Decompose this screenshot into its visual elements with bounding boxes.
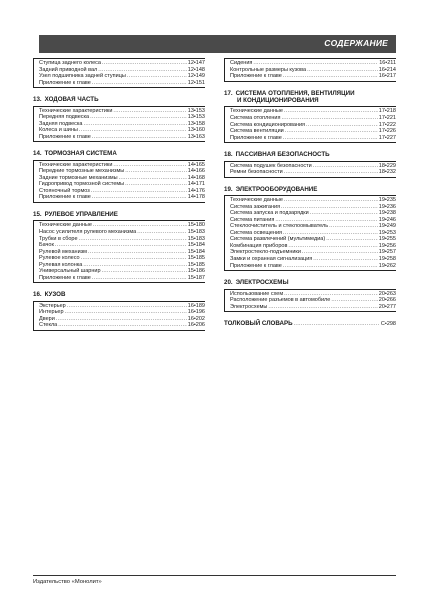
toc-entry-label: Замки и охранная сигнализация bbox=[230, 256, 313, 263]
toc-entry-label: Технические характеристики bbox=[39, 161, 113, 168]
entry-list bbox=[33, 58, 205, 88]
publisher-name: Издательство «Монолит» bbox=[33, 579, 102, 585]
toc-entry-page: 20•277 bbox=[378, 303, 396, 310]
header-bar bbox=[39, 35, 396, 53]
entry-list bbox=[224, 106, 396, 143]
toc-entry-page: 13•158 bbox=[187, 120, 205, 127]
toc-section bbox=[224, 186, 396, 271]
continued-section-right bbox=[224, 58, 396, 82]
section-heading[interactable] bbox=[33, 211, 205, 218]
toc-entry-page: 20•266 bbox=[378, 297, 396, 304]
toc-entry-page: 20•263 bbox=[378, 290, 396, 297]
page-title: СОДЕРЖАНИЕ bbox=[324, 38, 388, 48]
entry-list bbox=[224, 289, 396, 313]
section-title-line2: И КОНДИЦИОНИРОВАНИЯ bbox=[237, 97, 319, 105]
toc-entry-label: Ремни безопасности bbox=[230, 169, 283, 176]
continued-section-left bbox=[33, 58, 205, 88]
toc-entry-label: Приложение к главе bbox=[39, 194, 91, 201]
toc-entry-label: Система кондиционирования bbox=[230, 121, 306, 128]
toc-entry-page: 18•232 bbox=[378, 169, 396, 176]
toc-entry[interactable] bbox=[39, 80, 205, 87]
toc-entry-label: Технические характеристики bbox=[39, 107, 113, 114]
toc-entry-page: 16•202 bbox=[187, 315, 205, 322]
toc-entry-page: 13•153 bbox=[187, 114, 205, 121]
toc-entry-page: 16•214 bbox=[378, 66, 396, 73]
toc-entry-label: Рулевой механизм bbox=[39, 248, 87, 255]
section-heading[interactable] bbox=[33, 96, 205, 103]
toc-entry-page: 17•222 bbox=[378, 121, 396, 128]
right-sections bbox=[224, 90, 396, 313]
leader-dots bbox=[283, 73, 378, 80]
toc-entry-page: 12•151 bbox=[187, 79, 205, 86]
entry-list bbox=[224, 161, 396, 178]
toc-entry-label: Приложение к главе bbox=[230, 262, 282, 269]
glossary-entry[interactable] bbox=[224, 320, 396, 327]
entry-list bbox=[33, 160, 205, 203]
toc-entry-page: 15•184 bbox=[187, 248, 205, 255]
toc-entry-label: Система запуска и подзарядки bbox=[230, 210, 309, 217]
toc-section bbox=[224, 90, 396, 144]
toc-entry-page: 13•160 bbox=[187, 127, 205, 134]
toc-entry-page: 19•262 bbox=[378, 262, 396, 269]
toc-entry-label: Приложение к главе bbox=[230, 73, 282, 80]
section-title: ХОДОВАЯ ЧАСТЬ bbox=[44, 96, 99, 104]
toc-entry-label: Сидения bbox=[230, 60, 253, 66]
toc-entry-label: Комбинация приборов bbox=[230, 242, 288, 249]
toc-entry-label: Приложение к главе bbox=[230, 134, 282, 141]
toc-entry-label: Задняя подвеска bbox=[39, 120, 83, 127]
toc-entry-page: 13•163 bbox=[187, 133, 205, 140]
section-number: 15. bbox=[33, 211, 42, 219]
toc-entry-page: 16•211 bbox=[379, 60, 396, 66]
leader-dots bbox=[92, 80, 187, 87]
toc-entry-page: 15•187 bbox=[187, 274, 205, 281]
toc-entry-page: 14•171 bbox=[187, 181, 205, 188]
toc-entry[interactable] bbox=[39, 194, 205, 201]
section-heading[interactable] bbox=[224, 186, 396, 193]
toc-entry[interactable] bbox=[39, 275, 205, 282]
left-sections bbox=[33, 96, 205, 331]
section-title: ЭЛЕКТРОСХЕМЫ bbox=[235, 279, 289, 287]
toc-entry-label: Технические данные bbox=[39, 222, 92, 229]
toc-entry-label: Экстерьер bbox=[39, 302, 66, 309]
toc-entry[interactable] bbox=[230, 169, 396, 176]
toc-entry-label: Гидропривод тормозной системы bbox=[39, 181, 125, 188]
toc-entry-page: 19•256 bbox=[378, 242, 396, 249]
toc-entry-page: 14•166 bbox=[187, 168, 205, 175]
toc-entry-page: 15•183 bbox=[187, 235, 205, 242]
section-number: 18. bbox=[224, 151, 233, 159]
toc-entry-label: Система питания bbox=[230, 216, 275, 223]
toc-entry-label: Расположение разъемов в автомобиле bbox=[230, 297, 331, 304]
section-heading[interactable] bbox=[33, 150, 205, 157]
toc-section bbox=[33, 96, 205, 142]
toc-entry-page: 19•255 bbox=[378, 236, 396, 243]
section-title: ТОРМОЗНАЯ СИСТЕМА bbox=[44, 150, 117, 158]
left-column bbox=[33, 58, 205, 339]
toc-entry-page: 19•258 bbox=[378, 256, 396, 263]
toc-section bbox=[224, 279, 396, 312]
toc-entry-page: 16•206 bbox=[187, 322, 205, 329]
toc-entry-label: Трубки в сборе bbox=[39, 235, 78, 242]
toc-entry-page: 17•218 bbox=[378, 108, 396, 115]
toc-entry-page: 15•186 bbox=[187, 268, 205, 275]
toc-entry[interactable] bbox=[39, 322, 205, 329]
leader-dots bbox=[92, 194, 187, 201]
leader-dots bbox=[284, 169, 378, 176]
toc-entry-page: 12•149 bbox=[187, 73, 205, 80]
toc-entry-label: Передние тормозные механизмы bbox=[39, 168, 125, 175]
toc-entry-page: 16•189 bbox=[187, 302, 205, 309]
toc-entry-page: 19•249 bbox=[378, 223, 396, 230]
toc-entry[interactable] bbox=[230, 73, 396, 80]
toc-entry-label: Система зажигания bbox=[230, 203, 281, 210]
toc-entry-label: Электросхемы bbox=[230, 303, 268, 310]
toc-entry-page: 17•226 bbox=[378, 128, 396, 135]
leader-dots bbox=[58, 322, 187, 329]
toc-entry-page: 16•217 bbox=[378, 73, 396, 80]
toc-entry-label: Интерьер bbox=[39, 309, 64, 316]
toc-entry-page: 16•196 bbox=[187, 309, 205, 316]
entry-list bbox=[224, 195, 396, 271]
toc-entry-label: Рулевое колесо bbox=[39, 255, 80, 262]
toc-entry[interactable] bbox=[230, 304, 396, 311]
entry-list bbox=[33, 106, 205, 143]
toc-entry-label: Система развлечений (мультимедиа) bbox=[230, 236, 326, 243]
toc-entry-page: 19•253 bbox=[378, 229, 396, 236]
leader-dots bbox=[294, 321, 380, 327]
section-title: РУЛЕВОЕ УПРАВЛЕНИЕ bbox=[44, 211, 118, 219]
toc-section bbox=[33, 211, 205, 283]
toc-entry-page: 19•246 bbox=[378, 216, 396, 223]
toc-section bbox=[33, 150, 205, 203]
toc-entry-label: Ступица заднего колеса bbox=[39, 60, 101, 66]
leader-dots bbox=[92, 134, 187, 141]
toc-entry-page: 15•184 bbox=[187, 242, 205, 249]
toc-entry-page: 19•235 bbox=[378, 197, 396, 204]
toc-entry-label: Универсальный шарнир bbox=[39, 268, 101, 275]
section-number: 14. bbox=[33, 150, 42, 158]
toc-entry-label: Система подушек безопасности bbox=[230, 162, 312, 169]
toc-entry-label: Рулевая колонка bbox=[39, 261, 83, 268]
section-number: 16. bbox=[33, 291, 42, 299]
toc-entry[interactable] bbox=[230, 135, 396, 142]
toc-entry-label: Бачок bbox=[39, 242, 54, 249]
toc-entry[interactable] bbox=[39, 134, 205, 141]
toc-entry-page: 14•168 bbox=[187, 174, 205, 181]
toc-entry-page: 17•227 bbox=[378, 134, 396, 141]
toc-entry-page: 15•183 bbox=[187, 228, 205, 235]
entry-list bbox=[33, 301, 205, 331]
toc-entry-label: Система отопления bbox=[230, 115, 281, 121]
glossary-label: ТОЛКОВЫЙ СЛОВАРЬ bbox=[224, 320, 293, 328]
toc-entry-label: Колеса и шины bbox=[39, 127, 78, 134]
right-column bbox=[224, 58, 396, 327]
section-number: 20. bbox=[224, 279, 233, 287]
toc-entry-label: Технические данные bbox=[230, 197, 283, 204]
toc-entry-page: 19•236 bbox=[378, 203, 396, 210]
toc-entry-page: 14•178 bbox=[187, 194, 205, 201]
toc-section bbox=[224, 151, 396, 178]
leader-dots bbox=[268, 304, 377, 311]
toc-entry-page: 18•229 bbox=[378, 162, 396, 169]
toc-entry-label: Электростекло-подъемники bbox=[230, 249, 301, 256]
toc-entry-label: Приложение к главе bbox=[39, 274, 91, 281]
section-heading[interactable] bbox=[33, 291, 205, 298]
section-title: СИСТЕМА ОТОПЛЕНИЯ, ВЕНТИЛЯЦИИ bbox=[235, 89, 355, 97]
toc-entry-label: Стояночный тормоз bbox=[39, 187, 90, 194]
toc-entry-label: Приложение к главе bbox=[39, 79, 91, 86]
section-heading[interactable] bbox=[224, 90, 396, 105]
toc-entry-label: Контрольные размеры кузова bbox=[230, 66, 307, 73]
toc-section bbox=[33, 291, 205, 331]
toc-entry-page: 14•176 bbox=[187, 187, 205, 194]
toc-entry-label: Система вентиляции bbox=[230, 128, 284, 135]
entry-list bbox=[33, 220, 205, 283]
toc-entry-page: 14•165 bbox=[187, 161, 205, 168]
toc-entry-label: Стекла bbox=[39, 322, 58, 329]
toc-entry-page: 15•180 bbox=[187, 222, 205, 229]
toc-entry-page: 19•257 bbox=[378, 249, 396, 256]
toc-entry-label: Приложение к главе bbox=[39, 133, 91, 140]
toc-entry-page: 19•238 bbox=[378, 210, 396, 217]
footer-rule bbox=[33, 575, 396, 576]
toc-entry-label: Двери bbox=[39, 315, 55, 322]
section-number: 17. bbox=[224, 89, 233, 97]
toc-entry-label: Насос усилителя рулевого механизма bbox=[39, 228, 137, 235]
toc-entry-page: 12•148 bbox=[187, 66, 205, 73]
leader-dots bbox=[283, 263, 378, 270]
leader-dots bbox=[92, 275, 187, 282]
entry-list bbox=[224, 58, 396, 82]
toc-entry-label: Технические данные bbox=[230, 108, 283, 115]
toc-entry-page: 15•185 bbox=[187, 255, 205, 262]
section-title: ПАССИВНАЯ БЕЗОПАСНОСТЬ bbox=[235, 151, 330, 159]
toc-entry-label: Использование схем bbox=[230, 290, 284, 297]
toc-entry-page: 15•185 bbox=[187, 261, 205, 268]
toc-entry-label: Система освещения bbox=[230, 229, 283, 236]
section-heading[interactable] bbox=[224, 279, 396, 286]
section-title: ЭЛЕКТРООБОРУДОВАНИЕ bbox=[235, 185, 318, 193]
toc-entry-label: Задний приводной вал bbox=[39, 66, 98, 73]
toc-entry-page: 17•221 bbox=[378, 115, 396, 121]
toc-entry[interactable] bbox=[230, 263, 396, 270]
section-title: КУЗОВ bbox=[44, 291, 66, 299]
section-number: 13. bbox=[33, 96, 42, 104]
toc-entry-label: Задние тормозные механизмы bbox=[39, 174, 118, 181]
toc-entry-page: 13•153 bbox=[187, 107, 205, 114]
glossary-page: С•298 bbox=[380, 321, 396, 328]
toc-entry-label: Передняя подвеска bbox=[39, 114, 90, 121]
section-heading[interactable] bbox=[224, 151, 396, 158]
leader-dots bbox=[283, 135, 378, 142]
toc-entry-page: 12•147 bbox=[187, 60, 205, 66]
toc-entry-label: Узел подшипника задней ступицы bbox=[39, 73, 126, 80]
section-number: 19. bbox=[224, 185, 233, 193]
toc-entry-label: Стеклоочиститель и стеклоомыватель bbox=[230, 223, 329, 230]
